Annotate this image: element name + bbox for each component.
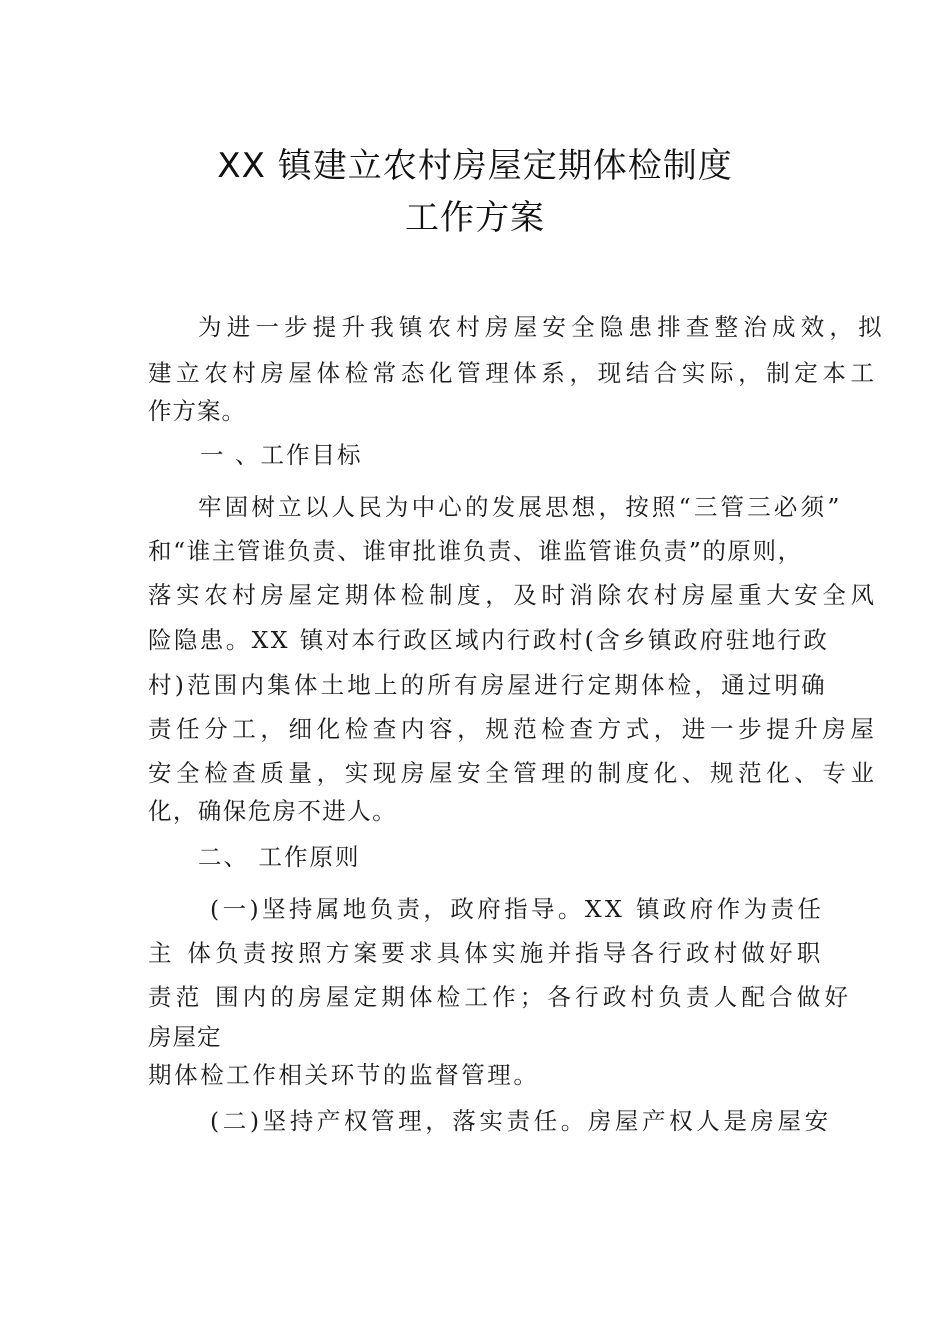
intro-line-2: 建立农村房屋体检常态化管理体系，现结合实际，制定本工: [148, 359, 879, 387]
principle-1-line-1: (一)坚持属地负责，政府指导。XX 镇政府作为责任: [210, 895, 825, 923]
goals-line-6: 责任分工，细化检查内容，规范检查方式，进一步提升房屋: [148, 715, 879, 743]
intro-line-3: 作方案。: [148, 397, 246, 425]
principle-2-line-1: (二)坚持产权管理，落实责任。房屋产权人是房屋安: [210, 1107, 832, 1135]
goals-line-4: 险隐患。XX 镇对本行政区域内行政村(含乡镇政府驻地行政: [148, 626, 830, 654]
document-title-line-2: 工作方案: [405, 198, 545, 238]
goals-line-1: 牢固树立以人民为中心的发展思想，按照“三管三必须”: [198, 493, 843, 521]
principle-1-line-2: 主 体负责按照方案要求具体实施并指导各行政村做好职: [148, 939, 825, 967]
principle-1-line-4: 房屋定: [148, 1023, 222, 1051]
principle-1-line-3: 责范 围内的房屋定期体检工作；各行政村负责人配合做好: [148, 983, 853, 1011]
section-heading-principles: 二、 工作原则: [198, 843, 361, 871]
section-heading-goals: 一 、工作目标: [200, 441, 363, 469]
goals-line-5: 村)范围内集体土地上的所有房屋进行定期体检，通过明确: [148, 671, 828, 699]
goals-line-2: 和“谁主管谁负责、谁审批谁负责、谁监管谁负责”的原则，: [148, 537, 803, 565]
document-title-line-1: XX 镇建立农村房屋定期体检制度: [217, 146, 733, 186]
principle-1-line-5: 期体检工作相关环节的监督管理。: [148, 1061, 540, 1089]
intro-line-1: 为进一步提升我镇农村房屋安全隐患排查整治成效，拟: [198, 313, 887, 341]
goals-line-3: 落实农村房屋定期体检制度，及时消除农村房屋重大安全风: [148, 581, 879, 609]
goals-line-7: 安全检查质量，实现房屋安全管理的制度化、规范化、专业: [148, 759, 879, 787]
goals-line-8: 化，确保危房不进人。: [148, 797, 397, 825]
